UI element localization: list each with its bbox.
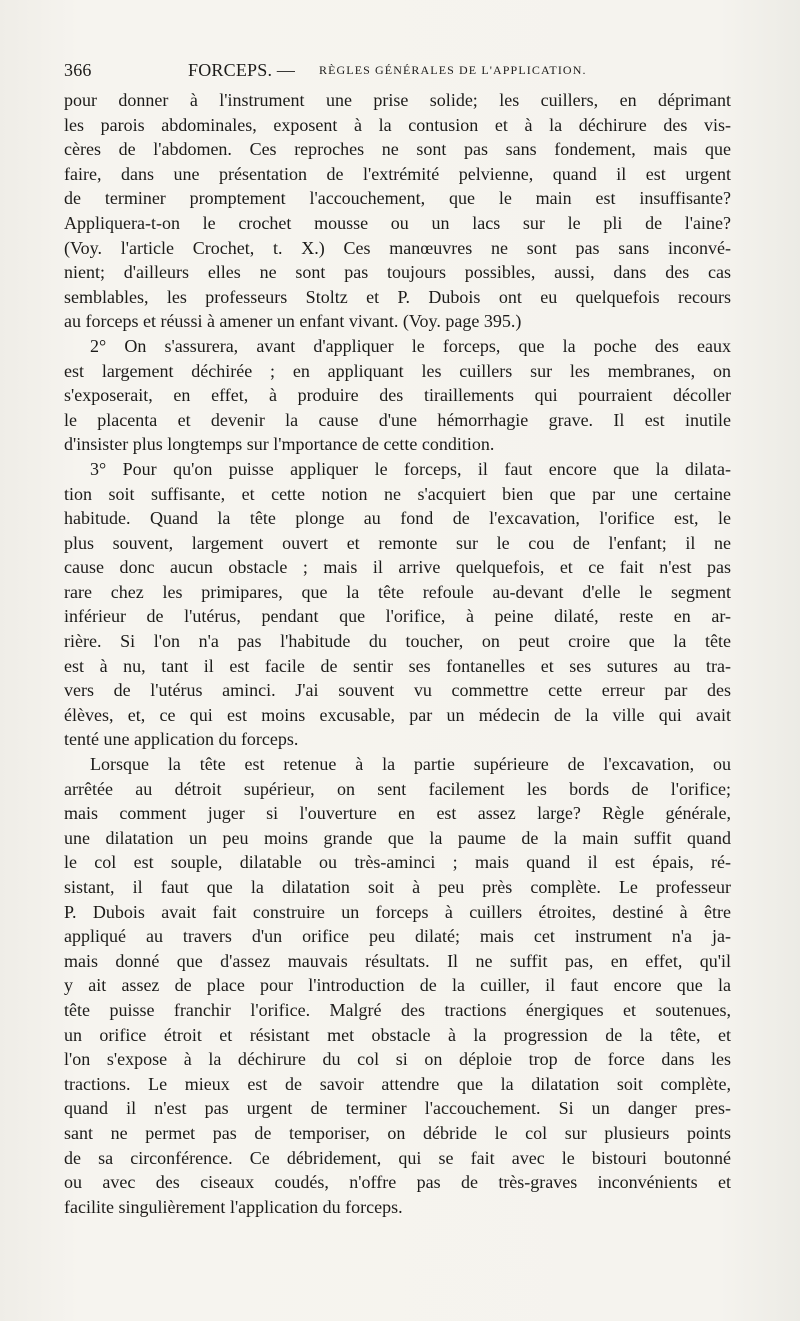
text-line: tractions. Le mieux est de savoir attendre que la dilatation soit complète, — [64, 1073, 731, 1094]
text-line: arrêtée au détroit supérieur, on sent facilement les bords de l'orifice; — [64, 778, 731, 799]
text-line: pour donner à l'instrument une prise solide; les cuillers, en déprimant — [64, 90, 731, 110]
text-line: (Voy. l'article Crochet, t. X.) Ces manœuvres ne sont pas sans inconvé- — [64, 237, 731, 258]
text-line: vers de l'utérus aminci. J'ai souvent vu commettre cette erreur par des — [64, 680, 731, 701]
text-line: sant ne permet pas de temporiser, on débride le col sur plusieurs points — [64, 1122, 731, 1143]
text-line: mais donné que d'assez mauvais résultats. Il ne suffit pas, en effet, qu'il — [64, 950, 731, 971]
text-line: de terminer promptement l'accouchement, que le main est insuffisante? — [64, 188, 731, 209]
text-line: faire, dans une présentation de l'extrémité pelvienne, quand il est urgent — [64, 163, 731, 184]
text-line: est à nu, tant il est facile de sentir ses fontanelles et ses sutures au tra- — [64, 655, 731, 676]
text-line: habitude. Quand la tête plonge au fond de l'excavation, l'orifice est, le — [64, 508, 731, 529]
text-line: Appliquera-t-on le crochet mousse ou un lacs sur le pli de l'aine? — [64, 212, 731, 233]
text-line: tenté une application du forceps. — [64, 729, 299, 750]
text-line: ou avec des ciseaux coudés, n'offre pas de très-graves inconvénients et — [64, 1172, 731, 1193]
text-line: l'on s'expose à la déchirure du col si on déploie trop de force dans les — [64, 1049, 731, 1070]
header-title: FORCEPS. — — [188, 60, 296, 80]
text-line: cères de l'abdomen. Ces reproches ne sont pas sans fondement, mais que — [64, 139, 731, 160]
page-number: 366 — [64, 60, 92, 80]
text-line: appliqué au travers d'un orifice peu dilaté; mais cet instrument n'a ja- — [64, 926, 731, 947]
text-line: nient; d'ailleurs elles ne sont pas toujours possibles, aussi, dans des cas — [64, 262, 731, 283]
text-line: facilite singulièrement l'application du forceps. — [64, 1196, 403, 1217]
text-line: au forceps et réussi à amener un enfant vivant. (Voy. page 395.) — [64, 311, 522, 332]
running-header — [64, 60, 736, 86]
text-line: élèves, et, ce qui est moins excusable, par un médecin de la ville qui avait — [64, 704, 731, 725]
text-line: de sa circonférence. Ce débridement, qui se fait avec le bistouri boutonné — [64, 1147, 731, 1168]
text-line: mais comment juger si l'ouverture en est assez large? Règle générale, — [64, 803, 731, 824]
body-text — [64, 88, 731, 1219]
text-line: tête puisse franchir l'orifice. Malgré des tractions énergiques et soutenues, — [64, 999, 731, 1020]
header-subtitle: RÈGLES GÉNÉRALES DE L'APPLICATION. — [319, 63, 587, 77]
text-line: semblables, les professeurs Stoltz et P. Dubois ont eu quelquefois recours — [64, 286, 731, 307]
text-line: rare chez les primipares, que la tête refoule au-devant d'elle le segment — [64, 581, 731, 602]
text-line: Lorsque la tête est retenue à la partie supérieure de l'excavation, ou — [90, 754, 731, 775]
text-line: tion soit suffisante, et cette notion ne s'acquiert bien que par une certaine — [64, 483, 731, 504]
text-line: une dilatation un peu moins grande que la paume de la main suffit quand — [64, 827, 731, 848]
text-line: d'insister plus longtemps sur l'mportance de cette condition. — [64, 434, 495, 455]
text-line: s'exposerait, en effet, à produire des tiraillements qui pourraient décoller — [64, 385, 731, 406]
text-line: P. Dubois avait fait construire un forceps à cuillers étroites, destiné à être — [64, 901, 731, 922]
text-line: plus souvent, largement ouvert et remonte sur le cou de l'enfant; il ne — [64, 532, 731, 553]
text-line: 3° Pour qu'on puisse appliquer le forceps, il faut encore que la dilata- — [90, 458, 731, 479]
text-line: quand il n'est pas urgent de terminer l'accouchement. Si un danger pres- — [64, 1098, 731, 1119]
text-line: le col est souple, dilatable ou très-aminci ; mais quand il est épais, ré- — [64, 852, 731, 873]
text-line: les parois abdominales, exposent à la contusion et à la déchirure des vis- — [64, 114, 731, 135]
text-line: le placenta et devenir la cause d'une hémorrhagie grave. Il est inutile — [64, 409, 731, 430]
text-line: inférieur de l'utérus, pendant que l'orifice, à peine dilaté, reste en ar- — [64, 606, 731, 627]
text-line: cause donc aucun obstacle ; mais il arrive quelquefois, et ce fait n'est pas — [64, 557, 731, 578]
text-line: y ait assez de place pour l'introduction de la cuiller, il faut encore que la — [64, 975, 731, 996]
text-line: 2° On s'assurera, avant d'appliquer le forceps, que la poche des eaux — [90, 335, 731, 356]
text-line: est largement déchirée ; en appliquant les cuillers sur les membranes, on — [64, 360, 731, 381]
text-line: rière. Si l'on n'a pas l'habitude du toucher, on peut croire que la tête — [64, 631, 731, 652]
text-line: sistant, il faut que la dilatation soit à peu près complète. Le professeur — [64, 877, 731, 897]
text-line: un orifice étroit et résistant met obstacle à la progression de la tête, et — [64, 1024, 731, 1045]
